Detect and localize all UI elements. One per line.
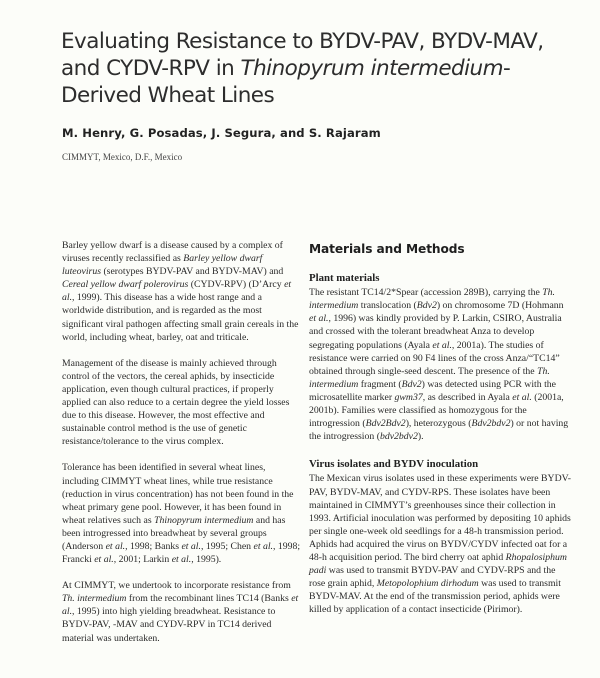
text-run: , 1999). This disease has a wide host range and a worldwide distribution, and is regarded as the most significant viral pathogen affecting small grain cereals in the world, including wheat, barley, oat and triticale. — [62, 292, 299, 343]
italic-text-run: et al. — [94, 554, 114, 566]
italic-text-run: Bdv2 — [401, 378, 422, 390]
italic-text-run: et al. — [309, 313, 329, 325]
text-run: ) on chromosome 7D (Hohmann — [436, 300, 564, 312]
italic-text-run: et al. — [432, 339, 452, 351]
text-run: , 1998; Francki — [62, 540, 301, 566]
text-run: Tolerance has been identified in several wheat lines, including CIMMYT wheat lines, while true resistance (reduction in virus concentration) has not been found in the wheat primary gene pool. However, it has been found in wheat relatives such as — [62, 462, 294, 526]
italic-text-run: bdv2bdv2 — [379, 431, 418, 443]
text-run: ) was detected using PCR with the microsatellite marker — [309, 378, 556, 403]
italic-text-run: Bdv2Bdv2 — [365, 418, 406, 430]
italic-text-run: Cereal yellow dwarf polerovirus — [62, 279, 189, 291]
text-run: was used to transmit BYDV-PAV and CYDV-RPS and the rose grain aphid, — [309, 565, 556, 590]
text-run: translocation ( — [358, 300, 417, 312]
text-run: (2001a, 2001b). Families were classified as homozygous for the introgression ( — [309, 391, 564, 430]
text-run: ) or not having the introgression ( — [309, 418, 569, 443]
text-run: ). — [417, 431, 424, 443]
text-run: The resistant TC14/2*Spear (accession 289B), carrying the — [309, 287, 543, 299]
text-run: , as described in Ayala — [422, 391, 513, 403]
intro-paragraph-3 — [62, 461, 302, 566]
text-run: from the recombinant lines TC14 (Banks — [126, 593, 292, 605]
italic-text-run: Rhopalosiphum padi — [309, 551, 567, 577]
title-text-part1: Evaluating Resistance to BYDV-PAV, BYDV-MAV, and CYDV-RPV in — [61, 29, 544, 81]
italic-text-run: et al. — [62, 593, 299, 618]
text-run: Barley yellow dwarf is a disease caused by a complex of viruses recently reclassified as — [62, 240, 283, 265]
text-run: , 1995). — [191, 554, 222, 566]
italic-text-run: Th. intermedium — [62, 593, 127, 605]
intro-paragraph-2 — [62, 357, 302, 449]
italic-text-run: et al. — [62, 279, 292, 304]
text-run: Management of the disease is mainly achieved through control of the vectors, the cereal aphids, by insecticide application, even though cultural practices, if properly applied can also reduce to a certain degree the yield losses due to this disease. However, the most effective and sustainable control method is the use of genetic resistance/tolerance to the virus complex. — [62, 357, 290, 448]
intro-paragraph-1 — [62, 239, 302, 344]
italic-text-run: et al. — [171, 554, 192, 566]
italic-text-run: et al. — [105, 540, 126, 552]
text-run: , 1998; Banks — [125, 540, 182, 552]
text-run: (serotypes BYDV-PAV and BYDV-MAV) and — [101, 266, 284, 278]
text-run: (CYDV-RPV) (D’Arcy — [188, 279, 285, 291]
text-run: was used to transmit BYDV-MAV. At the end of the transmission period, aphids were killed by application of a contact insecticide (Pirimor). — [309, 578, 561, 616]
italic-text-run: Metopolophium dirhodum — [376, 578, 479, 590]
subheading-virus-isolates: Virus isolates and BYDV inoculation — [309, 458, 479, 471]
right-column — [309, 240, 573, 631]
subheading-plant-materials: Plant materials — [309, 272, 380, 285]
italic-text-run: et al. — [512, 391, 532, 403]
text-run: At CIMMYT, we undertook to incorporate resistance from — [62, 580, 291, 592]
text-run: The Mexican virus isolates used in these experiments were BYDV-PAV, BYDV-MAV, and CYDV-RPS. These isolates have been maintained in CIMMYT’s greenhouses since their collection in 1993. Artificial inoculation was performed by depositing 10 aphids per single one-week old seedlings for a 48-h transmission period. Aphids had acquired the virus on BYDV/CYDV infected oat for a 48-h acquisition period. The bird cherry oat aphid — [309, 473, 572, 563]
section-heading-materials-methods: Materials and Methods — [309, 242, 465, 256]
text-run: , 1995; Chen — [200, 540, 254, 552]
text-run: , 1996) was kindly provided by P. Larkin, CSIRO, Australia and crossed with the tolerant breadwheat Anza to develop segregating populations (Ayala — [309, 313, 562, 351]
author-list: M. Henry, G. Posadas, J. Segura, and S. Rajaram — [62, 126, 381, 140]
italic-text-run: Thinopyrum intermedium — [154, 514, 254, 526]
italic-text-run: et al. — [253, 540, 273, 552]
italic-text-run: gwm37 — [394, 391, 423, 403]
italic-text-run: Barley yellow dwarf luteovirus — [62, 253, 263, 278]
text-run: , 2001a). The studies of resistance were carried on 90 F4 lines of the cross Anza/“TC14” obtained through single-seed descent. The presence of the — [309, 339, 560, 377]
text-run: , 2001; Larkin — [113, 554, 172, 566]
text-run: ), heterozygous ( — [405, 418, 472, 430]
italic-text-run: Th. intermedium — [309, 287, 555, 312]
virus-isolates-paragraph — [309, 472, 573, 616]
intro-paragraph-4 — [62, 579, 302, 644]
affiliation: CIMMYT, Mexico, D.F., Mexico — [62, 152, 183, 162]
text-run: fragment ( — [358, 378, 402, 390]
plant-materials-paragraph — [309, 286, 573, 443]
italic-text-run: Bdv2 — [416, 300, 437, 312]
title-text-italic: Thinopyrum intermedium — [240, 56, 504, 81]
text-run: , 1995) into high yielding breadwheat. Resistance to BYDV-PAV, -MAV and CYDV-RPV in TC14 derived material was undertaken. — [62, 606, 276, 644]
paper-title — [61, 28, 581, 109]
title-text-part2: -Derived Wheat Lines — [61, 56, 511, 108]
text-run: and has been introgressed into breadwheat by several groups (Anderson — [62, 514, 286, 552]
italic-text-run: Bdv2bdv2 — [471, 418, 511, 430]
italic-text-run: Th. intermedium — [309, 365, 550, 390]
italic-text-run: et al. — [181, 540, 201, 552]
left-column — [62, 239, 302, 658]
